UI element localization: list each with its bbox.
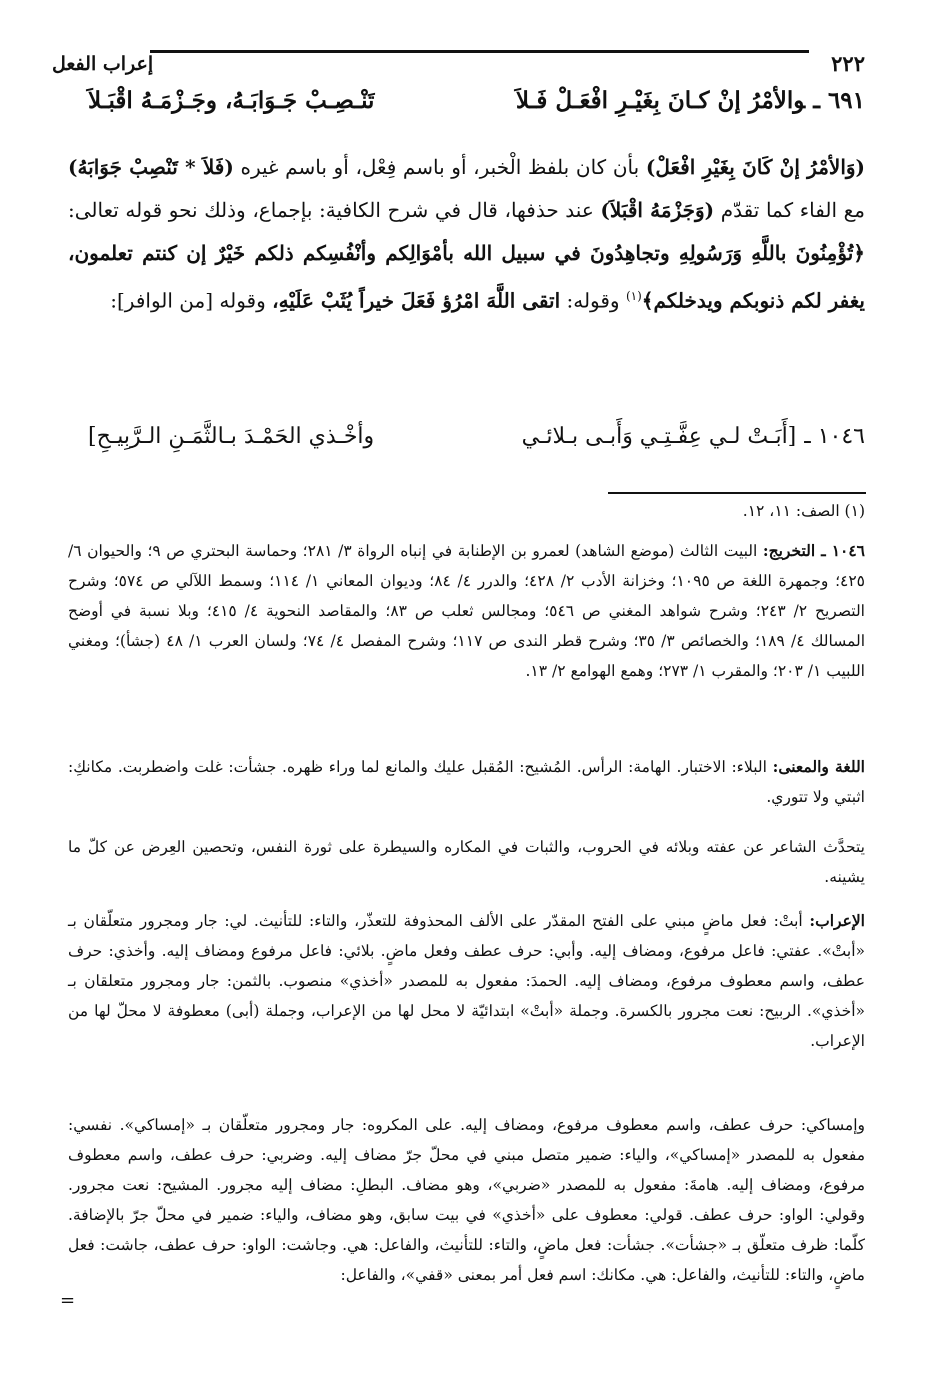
note-label: الإعراب: [809, 911, 865, 930]
meaning-note: يتحدَّث الشاعر عن عفته وبلائه في الحروب، والثبات في المكاره والسيطرة على ثورة النفس، وتحصين العِرض عن كلّ ما يشينه. [68, 838, 865, 886]
takhrij-note: ١٠٤٦ ـ التخريج: البيت الثالث (موضع الشاهد) لعمرو بن الإطنابة في إنباه الرواة ٣/ ٢٨١؛ وحماسة البحتري ص ٩؛ والحيوان ٦/ ٤٢٥؛ وجمهرة اللغة ص ١٠٩٥؛ وخزانة الأدب ٢/ ٤٢٨؛ والدرر ٤/ ٨٤؛ وديوان المعاني ١/ ١١٤؛ وسمط اللآلي ص ٥٧٤؛ وشرح التصريح ٢/ ٢٤٣؛ وشرح شواهد المغني ص ٥٤٦؛ ومجالس ثعلب ص ٨٣؛ والمقاصد النحوية ٤/ ٤١٥؛ وبلا نسبة في أوضح المسالك ٤/ ١٨٩؛ والخصائص ٣/ ٣٥؛ وشرح قطر الندى ص ١١٧؛ وشرح المفصل ٤/ ٧٤؛ ولسان العرب ١/ ٤٨ (جشأ)؛ ومغني اللبيب ١/ ٢٠٣؛ والمقرب ١/ ٢٧٣؛ وهمع الهوامع ٢/ ١٣. [68, 541, 866, 680]
footnote: (١) الصف: ١١، ١٢. [742, 502, 865, 520]
footnote-rule [608, 492, 866, 494]
quoted-text: (وَجَزْمَهُ اقْبَلاَ) [600, 198, 715, 222]
page-header [52, 34, 865, 74]
quoted-text: (وَالأمْرُ إنْ كَانَ بِغَيْرِ افْعَلْ) [645, 155, 865, 179]
commentary-paragraph: (وَالأمْرُ إنْ كَانَ بِغَيْرِ افْعَلْ) بأن كان بلفظ الْخبر، أو باسم فِعْل، أو باسم غيره (فَلاَ * تَنْصِبْ جَوَابَهُ) مع الفاء كما تقدّم (وَجَزْمَهُ اقْبَلاَ) عند حذفها، قال في شرح الكافية: بإجماع، وذلك نحو قوله تعالى: ﴿تُؤْمِنُونَ باللَّهِ وَرَسُولِهِ وتجاهِدُونَ في سبيل الله بأمْوَالِكم وأنْفُسِكم ذلكم خَيْرٌ إن كنتم تعلمون، يغفر لكم ذنوبكم ويدخلكم﴾$^{(١)}$ وقوله: اتقى اللَّهَ امْرُؤ فَعَلَ خيراً يُثَبْ عَلَيْهِ، وقوله [من الوافر]: [68, 155, 866, 313]
footnote-reference: (١) [625, 289, 642, 303]
lugha-note: اللغة والمعنى: البلاء: الاختبار. الهامة: الرأس. المُشيح: المُقبل عليك والمانع لما وراء ظهره. جشأت: غلت واضطربت. مكانكِ: اثبتي ولا تتوري. [68, 757, 865, 806]
alfiyya-verse [88, 82, 865, 118]
page-number: ٢٢٢ [831, 51, 865, 76]
shahid-verse [88, 418, 865, 454]
verse-first-hemistich: ٦٩١ ـوالأمْرُ إنْ كـانَ بِغَيْـرِ افْعَـلْ فَـلاَ [515, 86, 865, 114]
irab-note: الإعراب: أبتْ: فعل ماضٍ مبني على الفتح المقدّر على الألف المحذوفة للتعذّر، والتاء: للتأنيث. لي: جار ومجرور متعلّقان بـ «أبتْ». عفتي: فاعل مرفوع، ومضاف إليه. وأبي: حرف عطف وفعل ماضٍ. بلائي: فاعل مرفوع ومضاف إليه. وأخذي: حرف عطف، واسم معطوف مرفوع، ومضاف إليه. الحمدَ: مفعول به للمصدر «أخذي» منصوب. بالثمن: جار ومجرور متعلقان بـ «أخذي». الربيح: نعت مجرور بالكسرة. وجملة «أبتْ» ابتدائيّة لا محل لها من الإعراب، وجملة (أبى) معطوفة لا محلّ لها من الإعراب. [68, 911, 865, 1050]
shahid-second-hemistich: وأخْـذي الحَمْـدَ بـالثَّمَـنِ الـرَّبِيـحِ] [88, 423, 375, 449]
shahid-number: ١٠٤٦ ـ [804, 423, 865, 449]
note-label: اللغة والمعنى: [772, 757, 865, 776]
running-title: إعراب الفعل [52, 53, 154, 75]
header-rule [150, 50, 809, 53]
quran-quote: ﴿تُؤْمِنُونَ باللَّهِ وَرَسُولِهِ وتجاهِدُونَ في سبيل الله بأمْوَالِكم وأنْفُسِكم ذلكم خَيْرٌ إن كنتم تعلمون، يغفر لكم ذنوبكم ويدخلكم﴾ [68, 241, 865, 313]
irab-continuation: وإمساكي: حرف عطف، واسم معطوف مرفوع، ومضاف إليه. على المكروه: جار ومجرور متعلّقان بـ «إمساكي». نفسي: مفعول به للمصدر «إمساكي»، والياء: ضمير متصل مبني في محلّ جرّ مضاف إليه. وضربي: حرف عطف، واسم معطوف مرفوع، ومضاف إليه. هامةَ: مفعول به للمصدر «ضربي»، وهو مضاف. البطلِ: مضاف إليه مجرور. المشيح: نعت مجرور. وقولي: الواو: حرف عطف. قولي: معطوف على «أخذي» في بيت سابق، وهو مضاف، والياء: ضمير في محلّ جرّ بالإضافة. كلّما: ظرف متعلّق بـ «جشأت». جشأت: فعل ماضٍ، والتاء: للتأنيث، والفاعل: هي. وجاشت: الواو: حرف عطف، جاشت: فعل ماضٍ، والتاء: للتأنيث، والفاعل: هي. مكانك: اسم فعل أمر بمعنى «قفي»، والفاعل: [68, 1116, 865, 1284]
hadith-quote: اتقى اللَّهَ امْرُؤ فَعَلَ خيراً يُثَبْ عَلَيْهِ، [272, 288, 561, 313]
shahid-first-hemistich: ١٠٤٦ ـ[أَبَـتْ لـي عِفَّـتِـي وَأَبـى بـلائـي [521, 423, 865, 449]
quoted-text: (فَلاَ * تَنْصِبْ جَوَابَهُ) [68, 155, 234, 179]
continuation-mark: = [60, 1290, 76, 1311]
note-label: ١٠٤٦ ـ التخريج: [762, 541, 865, 560]
verse-number: ٦٩١ ـ [813, 86, 865, 114]
verse-second-hemistich: تَنْـصِـبْ جَـوَابَـهُ، وجَـزْمَـهُ اقْبَـلاَ [88, 86, 375, 114]
